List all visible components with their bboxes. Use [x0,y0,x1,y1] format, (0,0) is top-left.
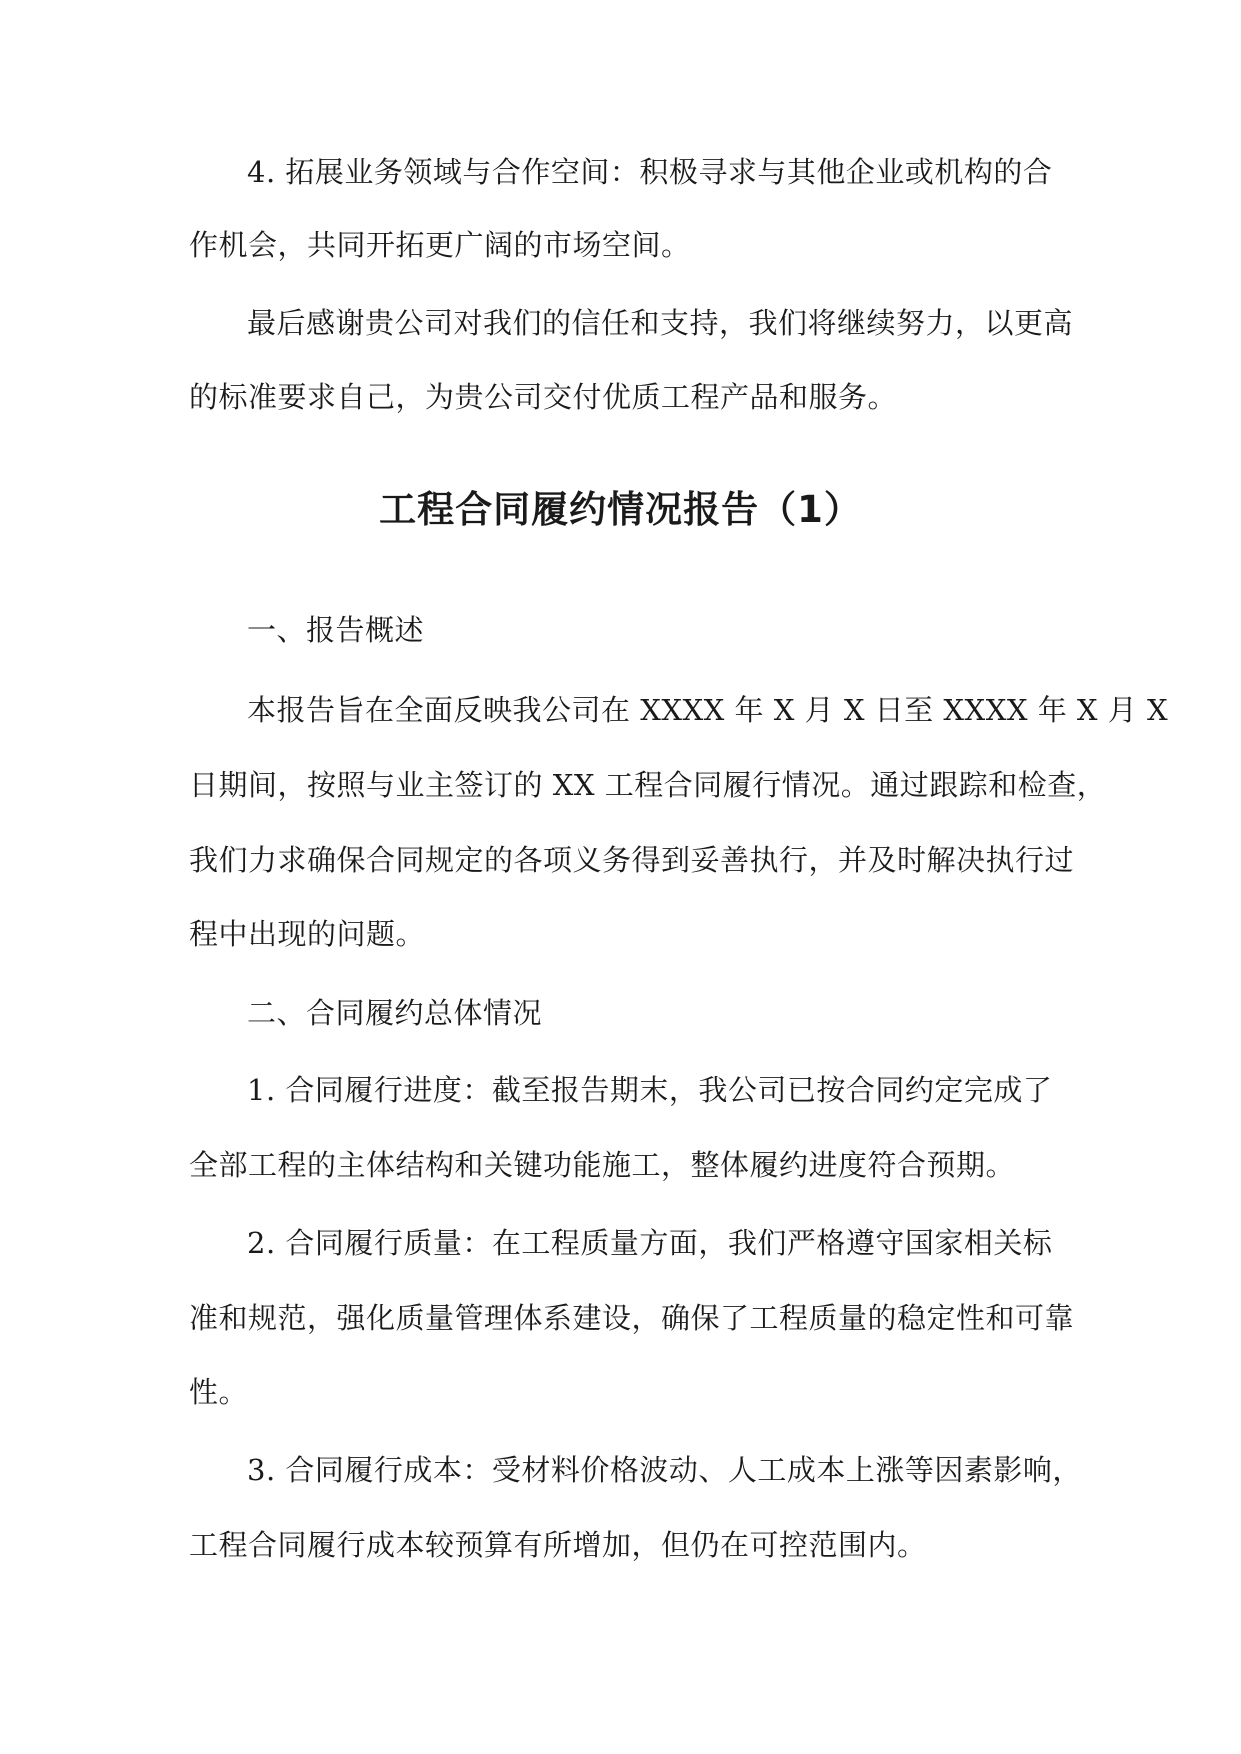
overview-paragraph-line-1: 本报告旨在全面反映我公司在 XXXX 年 X 月 X 日至 XXXX 年 X 月 X [247,693,1169,727]
report-title: 工程合同履约情况报告（1） [379,488,862,531]
closing-paragraph-line-1: 最后感谢贵公司对我们的信任和支持，我们将继续努力，以更高 [247,306,1074,340]
section-heading-overview: 一、报告概述 [247,613,425,647]
overview-paragraph-line-2: 日期间，按照与业主签订的 XX 工程合同履行情况。通过跟踪和检查， [189,768,1107,802]
list-item-1-line-2: 全部工程的主体结构和关键功能施工，整体履约进度符合预期。 [189,1148,1016,1182]
list-item-2-line-1: 2. 合同履行质量：在工程质量方面，我们严格遵守国家相关标 [247,1226,1053,1260]
list-item-4-line-1: 4. 拓展业务领域与合作空间：积极寻求与其他企业或机构的合 [247,155,1053,189]
overview-paragraph-line-4: 程中出现的问题。 [189,917,426,951]
list-item-1-line-1: 1. 合同履行进度：截至报告期末，我公司已按合同约定完成了 [247,1073,1053,1107]
overview-paragraph-line-3: 我们力求确保合同规定的各项义务得到妥善执行，并及时解决执行过 [189,843,1075,877]
section-heading-overall: 二、合同履约总体情况 [247,996,543,1030]
list-item-3-line-1: 3. 合同履行成本：受材料价格波动、人工成本上涨等因素影响， [247,1453,1082,1487]
list-item-3-line-2: 工程合同履行成本较预算有所增加，但仍在可控范围内。 [189,1528,927,1562]
list-item-4-line-2: 作机会，共同开拓更广阔的市场空间。 [189,228,691,262]
list-item-2-line-2: 准和规范，强化质量管理体系建设，确保了工程质量的稳定性和可靠 [189,1301,1075,1335]
closing-paragraph-line-2: 的标准要求自己，为贵公司交付优质工程产品和服务。 [189,380,898,414]
list-item-2-line-3: 性。 [189,1375,249,1409]
